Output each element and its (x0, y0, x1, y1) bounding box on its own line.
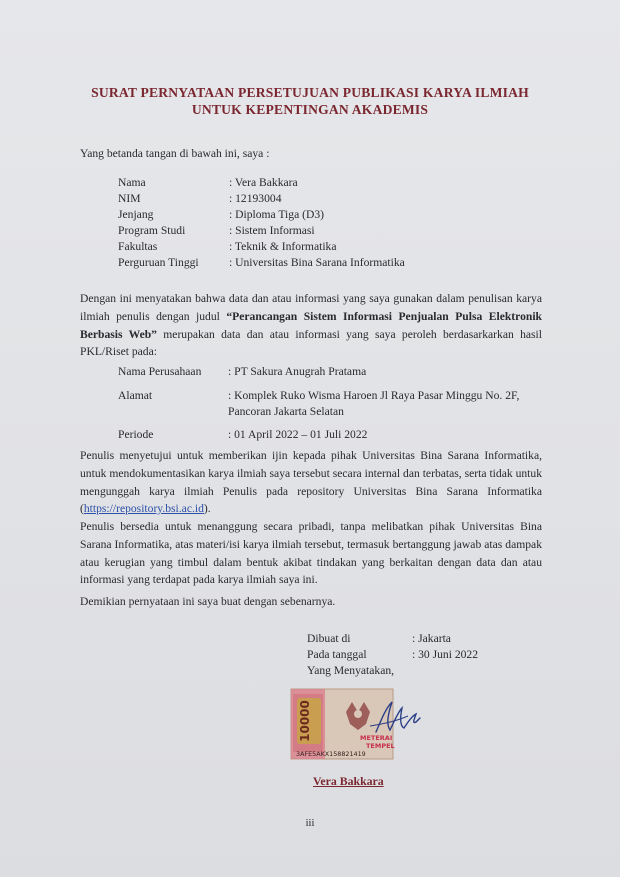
identity-label: Program Studi (118, 224, 186, 237)
company-label: Alamat (118, 389, 153, 402)
identity-value: : 12193004 (229, 192, 282, 205)
intro-text: Yang betanda tangan di bawah ini, saya : (80, 147, 270, 160)
identity-value: : Teknik & Informatika (229, 240, 337, 253)
identity-label: Nama (118, 176, 146, 189)
repository-link[interactable]: https://repository.bsi.ac.id (83, 502, 204, 516)
paragraph-text: ). (203, 502, 211, 516)
paragraph-text: Penulis bersedia untuk menanggung secara pribadi, tanpa melibatkan pihak Universitas Bina Sarana Informatika, atas materi/isi karya ilmiah tersebut, termasuk bertanggung jawab atas dampak atau kerugian yang timbul dalam bentuk akibat tindakan yang berkaitan dengan data dan atau informasi yang terdapat pada karya ilmiah saya ini. (80, 520, 542, 587)
paragraph-responsibility (80, 518, 542, 589)
document-title-line2: UNTUK KEPENTINGAN AKADEMIS (191, 102, 429, 117)
identity-label: NIM (118, 192, 141, 205)
identity-value: : Vera Bakkara (229, 176, 298, 189)
place-label: Dibuat di (307, 632, 351, 645)
date-value: : 30 Juni 2022 (412, 648, 479, 661)
document-title-line1: SURAT PERNYATAAN PERSETUJUAN PUBLIKASI KARYA ILMIAH (91, 85, 529, 100)
signer-name: Vera Bakkara (313, 774, 384, 788)
declarer-label: Yang Menyatakan, (307, 664, 395, 677)
place-value: : Jakarta (412, 632, 451, 645)
stamp-text-meterai: METERAI (360, 734, 393, 742)
paragraph-permission (80, 447, 542, 518)
stamp-graphic (290, 688, 422, 760)
identity-value: : Universitas Bina Sarana Informatika (229, 256, 405, 269)
company-label: Periode (118, 428, 154, 441)
stamp-serial: 3AFE5AKX158821419 (296, 750, 366, 758)
identity-label: Jenjang (118, 208, 154, 221)
identity-label: Perguruan Tinggi (118, 256, 199, 269)
stamp-amount: 10000 (298, 700, 312, 742)
company-value: : PT Sakura Anugrah Pratama (228, 365, 367, 378)
paragraph-text: Penulis menyetujui untuk memberikan ijin kepada pihak Universitas Bina Sarana Informatika, untuk mendokumentasikan karya ilmiah saya tersebut secara internal dan terbatas, serta tidak untuk mengunggah karya ilmiah Penulis pada repository Universitas Bina Sarana Informatika ( (80, 449, 542, 516)
stamp-text-tempel: TEMPEL (366, 742, 395, 750)
meterai-stamp (290, 688, 422, 760)
date-label: Pada tanggal (307, 648, 367, 661)
company-value: : 01 April 2022 – 01 Juli 2022 (228, 428, 368, 441)
paragraph-text: Dengan ini menyatakan bahwa data dan atau informasi yang saya gunakan dalam penulisan karya ilmiah penulis dengan judul (80, 292, 542, 323)
page-number: iii (305, 818, 315, 829)
identity-value: : Sistem Informasi (229, 224, 315, 237)
company-label: Nama Perusahaan (118, 365, 202, 378)
closing-statement: Demikian pernyataan ini saya buat dengan sebenarnya. (80, 595, 336, 608)
paragraph-data-source (80, 290, 542, 361)
identity-value: : Diploma Tiga (D3) (229, 208, 325, 221)
thesis-title: “Perancangan Sistem Informasi Penjualan Pulsa Elektronik Berbasis Web” (80, 309, 543, 341)
identity-label: Fakultas (118, 240, 158, 253)
paragraph-text: merupakan data dan atau informasi yang saya peroleh berdasarkarkan hasil PKL/Riset pada: (80, 327, 542, 359)
company-value: : Komplek Ruko Wisma Haroen Jl Raya Pasar Minggu No. 2F, Pancoran Jakarta Selatan (228, 389, 520, 418)
